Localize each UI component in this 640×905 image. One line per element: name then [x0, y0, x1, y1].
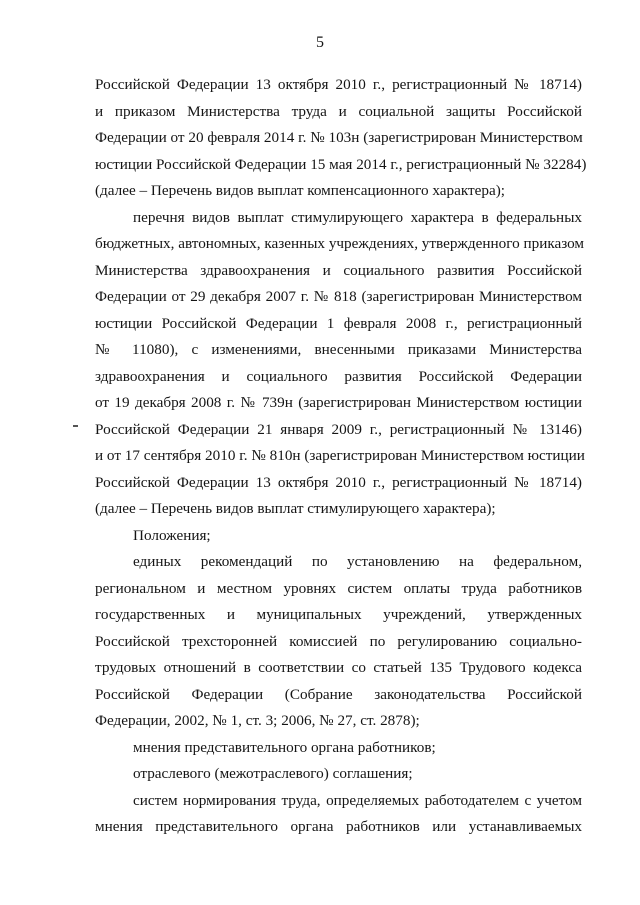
scan-mark — [73, 425, 78, 427]
text-line: трудовых отношений в соответствии со статьей 135 Трудового кодекса — [95, 659, 582, 676]
text-line: бюджетных, автономных, казенных учреждениях, утвержденного приказом — [95, 235, 585, 252]
text-line: отраслевого (межотраслевого) соглашения; — [133, 765, 413, 782]
page-number: 5 — [316, 34, 324, 51]
text-line: Российской трехсторонней комиссией по регулированию социально- — [95, 633, 582, 650]
text-line: Министерства здравоохранения и социального развития Российской — [95, 262, 582, 279]
text-line: Федерации от 29 декабря 2007 г. № 818 (зарегистрирован Министерством — [95, 288, 582, 305]
text-line: Федерации, 2002, № 1, ст. 3; 2006, № 27, ст. 2878); — [95, 712, 420, 729]
text-line: государственных и муниципальных учреждений, утвержденных — [95, 606, 582, 623]
text-line: № 11080), с изменениями, внесенными приказами Министерства — [95, 341, 582, 358]
text-line: (далее – Перечень видов выплат компенсационного характера); — [95, 182, 506, 199]
text-line: и приказом Министерства труда и социальной защиты Российской — [95, 103, 582, 120]
text-line: перечня видов выплат стимулирующего характера в федеральных — [133, 209, 582, 226]
text-line: Российской Федерации 13 октября 2010 г., регистрационный № 18714) — [95, 76, 582, 93]
text-line: от 19 декабря 2008 г. № 739н (зарегистрирован Министерством юстиции — [95, 394, 582, 411]
text-line: мнения представительного органа работников; — [133, 739, 436, 756]
text-line: Положения; — [133, 527, 211, 544]
text-line: и от 17 сентября 2010 г. № 810н (зарегистрирован Министерством юстиции — [95, 447, 585, 464]
text-line: региональном и местном уровнях систем оплаты труда работников — [95, 580, 582, 597]
text-line: единых рекомендаций по установлению на федеральном, — [133, 553, 582, 570]
text-line: систем нормирования труда, определяемых работодателем с учетом — [133, 792, 582, 809]
text-line: Российской Федерации 21 января 2009 г., регистрационный № 13146) — [95, 421, 582, 438]
text-line: здравоохранения и социального развития Российской Федерации — [95, 368, 582, 385]
text-line: юстиции Российской Федерации 1 февраля 2008 г., регистрационный — [95, 315, 582, 332]
text-line: (далее – Перечень видов выплат стимулирующего характера); — [95, 500, 496, 517]
text-line: юстиции Российской Федерации 15 мая 2014 г., регистрационный № 32284) — [95, 156, 587, 173]
text-line: Федерации от 20 февраля 2014 г. № 103н (зарегистрирован Министерством — [95, 129, 583, 146]
text-line: мнения представительного органа работников или устанавливаемых — [95, 818, 582, 835]
text-line: Российской Федерации (Собрание законодательства Российской — [95, 686, 582, 703]
text-line: Российской Федерации 13 октября 2010 г., регистрационный № 18714) — [95, 474, 582, 491]
